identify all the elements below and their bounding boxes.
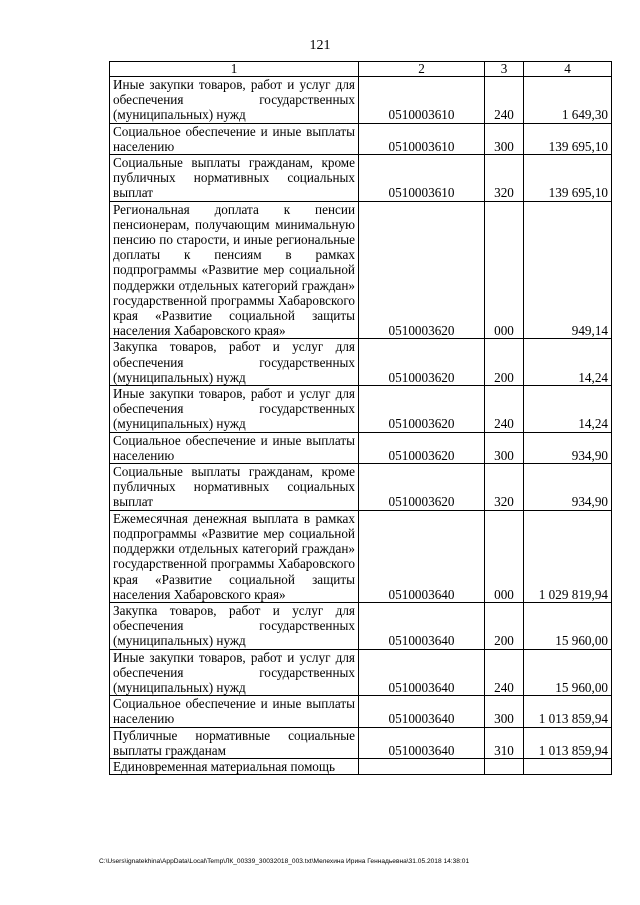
table-row xyxy=(110,77,612,124)
row-type: 300 xyxy=(485,123,524,154)
row-sum: 1 649,30 xyxy=(524,77,612,124)
row-type: 300 xyxy=(485,432,524,463)
row-code: 0510003620 xyxy=(359,464,485,511)
row-code xyxy=(359,758,485,774)
row-name: Социальное обеспечение и иные выплаты населению xyxy=(110,123,359,154)
table-row xyxy=(110,339,612,386)
row-code: 0510003620 xyxy=(359,201,485,339)
table-row xyxy=(110,386,612,433)
row-code: 0510003640 xyxy=(359,649,485,696)
file-path-footer: C:\Users\ignatekhina\AppData\Local\Temp\ЛК_00339_30032018_003.txt\Мелехина Ирина Геннадьевна\31.05.2018 14:38:01 xyxy=(99,858,470,865)
table-row xyxy=(110,649,612,696)
row-name: Публичные нормативные социальные выплаты гражданам xyxy=(110,727,359,758)
row-sum: 139 695,10 xyxy=(524,155,612,202)
row-type: 240 xyxy=(485,649,524,696)
row-type: 310 xyxy=(485,727,524,758)
row-name: Социальное обеспечение и иные выплаты населению xyxy=(110,432,359,463)
row-code: 0510003610 xyxy=(359,77,485,124)
table-row xyxy=(110,510,612,602)
row-code: 0510003640 xyxy=(359,510,485,602)
row-code: 0510003640 xyxy=(359,727,485,758)
row-code: 0510003620 xyxy=(359,339,485,386)
row-sum: 1 013 859,94 xyxy=(524,727,612,758)
table-row xyxy=(110,432,612,463)
row-name: Единовременная материальная помощь xyxy=(110,758,359,774)
row-sum: 1 013 859,94 xyxy=(524,696,612,727)
row-sum: 139 695,10 xyxy=(524,123,612,154)
header-col-3: 3 xyxy=(485,62,524,77)
row-sum: 14,24 xyxy=(524,339,612,386)
budget-table-body xyxy=(110,62,612,775)
table-row xyxy=(110,155,612,202)
table-row xyxy=(110,464,612,511)
row-sum: 1 029 819,94 xyxy=(524,510,612,602)
header-col-1: 1 xyxy=(110,62,359,77)
table-row xyxy=(110,602,612,649)
row-name: Социальное обеспечение и иные выплаты населению xyxy=(110,696,359,727)
header-col-2: 2 xyxy=(359,62,485,77)
row-type: 200 xyxy=(485,602,524,649)
row-code: 0510003610 xyxy=(359,123,485,154)
row-type: 320 xyxy=(485,464,524,511)
row-code: 0510003610 xyxy=(359,155,485,202)
row-name: Иные закупки товаров, работ и услуг для обеспечения государственных (муниципальных) нужд xyxy=(110,77,359,124)
row-type: 000 xyxy=(485,510,524,602)
row-code: 0510003640 xyxy=(359,696,485,727)
row-code: 0510003640 xyxy=(359,602,485,649)
budget-table xyxy=(109,61,612,775)
row-name: Иные закупки товаров, работ и услуг для обеспечения государственных (муниципальных) нужд xyxy=(110,649,359,696)
row-type: 000 xyxy=(485,201,524,339)
row-name: Иные закупки товаров, работ и услуг для обеспечения государственных (муниципальных) нужд xyxy=(110,386,359,433)
row-name: Закупка товаров, работ и услуг для обеспечения государственных (муниципальных) нужд xyxy=(110,602,359,649)
table-row xyxy=(110,201,612,339)
row-type: 320 xyxy=(485,155,524,202)
row-sum: 15 960,00 xyxy=(524,602,612,649)
row-type xyxy=(485,758,524,774)
page-number: 121 xyxy=(309,38,331,53)
row-name: Социальные выплаты гражданам, кроме публичных нормативных социальных выплат xyxy=(110,464,359,511)
table-header-row xyxy=(110,62,612,77)
row-name: Ежемесячная денежная выплата в рамках подпрограммы «Развитие мер социальной поддержки отдельных категорий граждан» государственной программы Хабаровского края «Развитие социальной защиты населения Хабаровского края» xyxy=(110,510,359,602)
row-code: 0510003620 xyxy=(359,386,485,433)
row-sum: 949,14 xyxy=(524,201,612,339)
row-sum: 14,24 xyxy=(524,386,612,433)
row-type: 240 xyxy=(485,77,524,124)
row-sum: 934,90 xyxy=(524,464,612,511)
row-sum: 15 960,00 xyxy=(524,649,612,696)
row-type: 300 xyxy=(485,696,524,727)
row-sum xyxy=(524,758,612,774)
table-row xyxy=(110,123,612,154)
row-name: Региональная доплата к пенсии пенсионерам, получающим минимальную пенсию по старости, и иные региональные доплаты к пенсиям в рамках подпрограммы «Развитие мер социальной поддержки отдельных категорий граждан» государственной программы Хабаровского края «Развитие социальной защиты населения Хабаровского края» xyxy=(110,201,359,339)
row-code: 0510003620 xyxy=(359,432,485,463)
row-sum: 934,90 xyxy=(524,432,612,463)
table-row xyxy=(110,758,612,774)
row-name: Закупка товаров, работ и услуг для обеспечения государственных (муниципальных) нужд xyxy=(110,339,359,386)
row-type: 200 xyxy=(485,339,524,386)
row-type: 240 xyxy=(485,386,524,433)
header-col-4: 4 xyxy=(524,62,612,77)
row-name: Социальные выплаты гражданам, кроме публичных нормативных социальных выплат xyxy=(110,155,359,202)
table-row xyxy=(110,727,612,758)
table-row xyxy=(110,696,612,727)
